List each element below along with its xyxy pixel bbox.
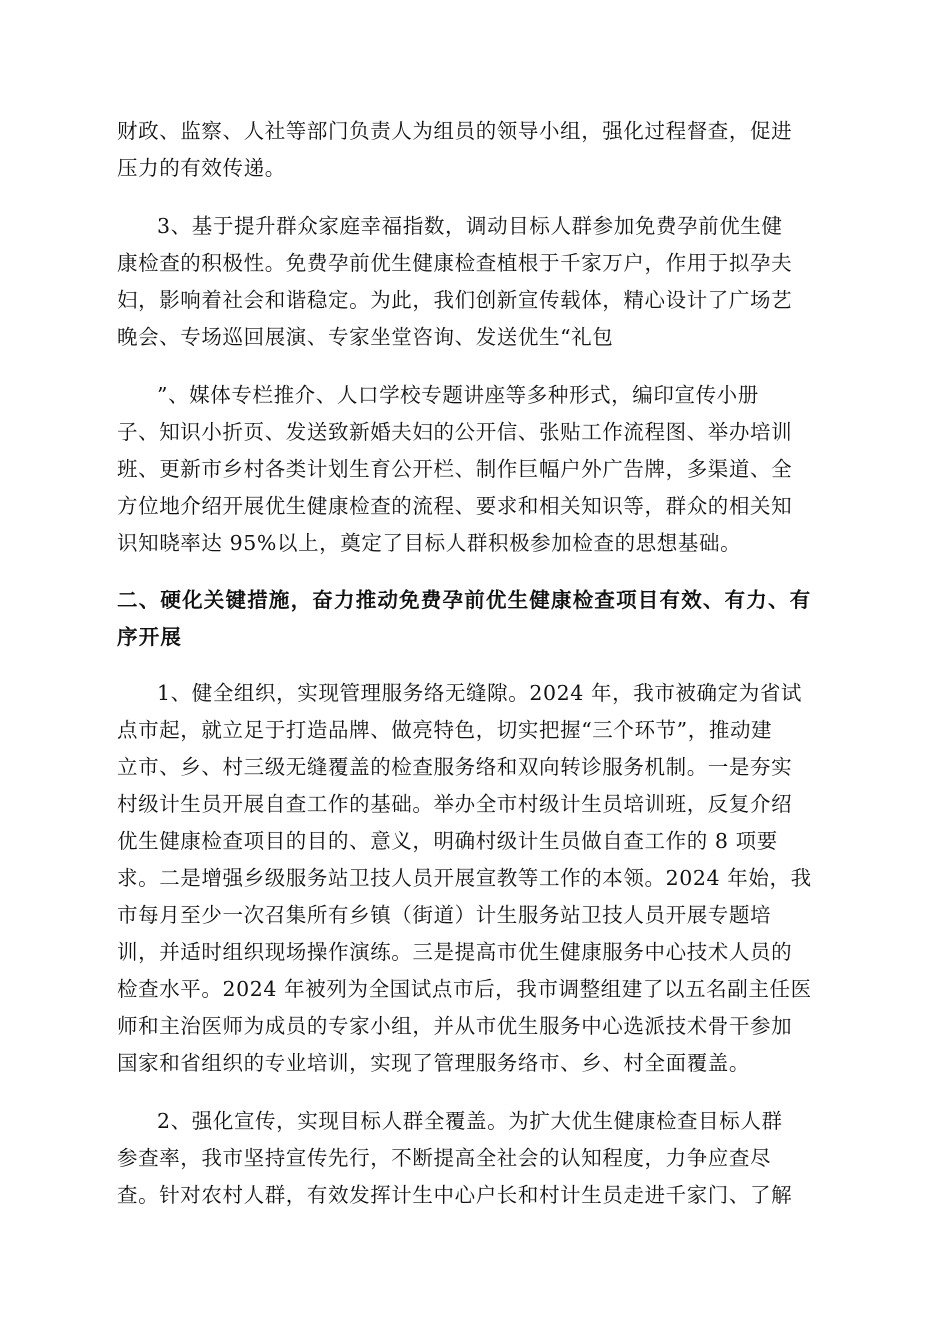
text-line: 财政、监察、人社等部门负责人为组员的领导小组，强化过程督查，促进	[117, 119, 793, 143]
text-line: 康检查的积极性。免费孕前优生健康检查植根于千家万户，作用于拟孕夫	[117, 251, 793, 275]
text-line: 市每月至少一次召集所有乡镇（街道）计生服务站卫技人员开展专题培	[117, 903, 772, 927]
text-line: 方位地介绍开展优生健康检查的流程、要求和相关知识等，群众的相关知	[117, 494, 793, 518]
section-heading: 序开展	[117, 625, 183, 649]
text-line: 子、知识小折页、发送致新婚夫妇的公开信、张贴工作流程图、举办培训	[117, 420, 793, 444]
text-line: 师和主治医师为成员的专家小组，并从市优生服务中心选派技术骨干参加	[117, 1014, 793, 1038]
section-heading: 二、硬化关键措施，奋力推动免费孕前优生健康检查项目有效、有力、有	[117, 588, 812, 612]
text-line: 3、基于提升群众家庭幸福指数，调动目标人群参加免费孕前优生健	[157, 214, 783, 238]
text-line: 立市、乡、村三级无缝覆盖的检查服务络和双向转诊服务机制。一是夯实	[117, 755, 793, 779]
text-line: 参查率，我市坚持宣传先行，不断提高全社会的认知程度，力争应查尽	[117, 1146, 772, 1170]
text-line: 点市起，就立足于打造品牌、做亮特色，切实把握“三个环节”，推动建	[117, 718, 773, 742]
text-line: 2、强化宣传，实现目标人群全覆盖。为扩大优生健康检查目标人群	[157, 1109, 783, 1133]
text-line: 识知晓率达 95%以上，奠定了目标人群积极参加检查的思想基础。	[117, 531, 742, 555]
text-line: 村级计生员开展自查工作的基础。举办全市村级计生员培训班，反复介绍	[117, 792, 793, 816]
text-line: 1、健全组织，实现管理服务络无缝隙。2024 年，我市被确定为省试	[157, 681, 803, 705]
text-line: ”、媒体专栏推介、人口学校专题讲座等多种形式，编印宣传小册	[157, 383, 759, 407]
text-line: 优生健康检查项目的目的、意义，明确村级计生员做自查工作的 8 项要	[117, 829, 778, 853]
text-line: 班、更新市乡村各类计划生育公开栏、制作巨幅户外广告牌，多渠道、全	[117, 457, 793, 481]
text-line: 压力的有效传递。	[117, 156, 286, 180]
text-line: 训，并适时组织现场操作演练。三是提高市优生健康服务中心技术人员的	[117, 940, 793, 964]
text-line: 查。针对农村人群，有效发挥计生中心户长和村计生员走进千家门、了解	[117, 1183, 793, 1207]
text-line: 检查水平。2024 年被列为全国试点市后，我市调整组建了以五名副主任医	[117, 977, 812, 1001]
text-line: 国家和省组织的专业培训，实现了管理服务络市、乡、村全面覆盖。	[117, 1051, 750, 1075]
text-line: 晚会、专场巡回展演、专家坐堂咨询、发送优生“礼包	[117, 325, 614, 349]
text-line: 求。二是增强乡级服务站卫技人员开展宣教等工作的本领。2024 年始，我	[117, 866, 812, 890]
text-line: 妇，影响着社会和谐稳定。为此，我们创新宣传载体，精心设计了广场艺	[117, 288, 793, 312]
